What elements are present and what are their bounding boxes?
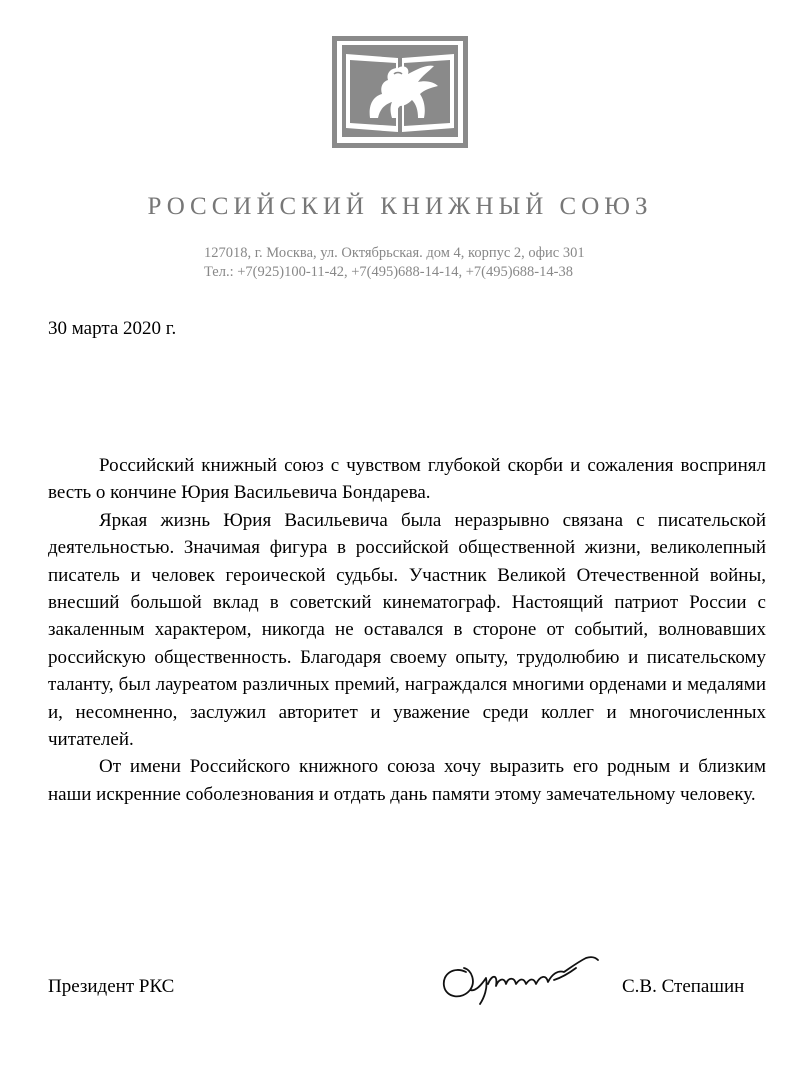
letter-date: 30 марта 2020 г.	[48, 318, 177, 339]
signatory-name: С.В. Степашин	[622, 976, 745, 997]
signatory-title: Президент РКС	[48, 976, 175, 997]
paragraph: Российский книжный союз с чувством глубокой скорби и сожаления воспринял весть о кончине Юрия Васильевича Бондарева.	[48, 455, 766, 504]
organization-name: РОССИЙСКИЙ КНИЖНЫЙ СОЮЗ	[147, 193, 653, 220]
handwritten-signature-icon	[436, 944, 606, 1014]
book-griffin-emblem-icon	[330, 34, 470, 154]
letterhead-contacts	[204, 244, 585, 282]
address-line: 127018, г. Москва, ул. Октябрьская. дом 4, корпус 2, офис 301	[204, 245, 585, 261]
paragraph: Яркая жизнь Юрия Васильевича была неразрывно связана с писательской деятельностью. Значимая фигура в российской общественной жизни, великолепный писатель и человек героической судьбы. Участник Великой Отечественной войны, внесший большой вклад в советский кинематограф. Настоящий патриот России с закаленным характером, никогда не оставался в стороне от событий, волновавших российскую общественность. Благодаря своему опыту, трудолюбию и писательскому таланту, был лауреатом различных премий, награждался многими орденами и медалями и, несомненно, заслужил авторитет и уважение среди коллег и многочисленных читателей.	[48, 509, 766, 751]
letter-body	[48, 452, 766, 808]
paragraph: От имени Российского книжного союза хочу выразить его родным и близким наши искренние соболезнования и отдать дань памяти этому замечательному человеку.	[48, 756, 766, 805]
phone-line: Тел.: +7(925)100-11-42, +7(495)688-14-14, +7(495)688-14-38	[204, 264, 573, 280]
